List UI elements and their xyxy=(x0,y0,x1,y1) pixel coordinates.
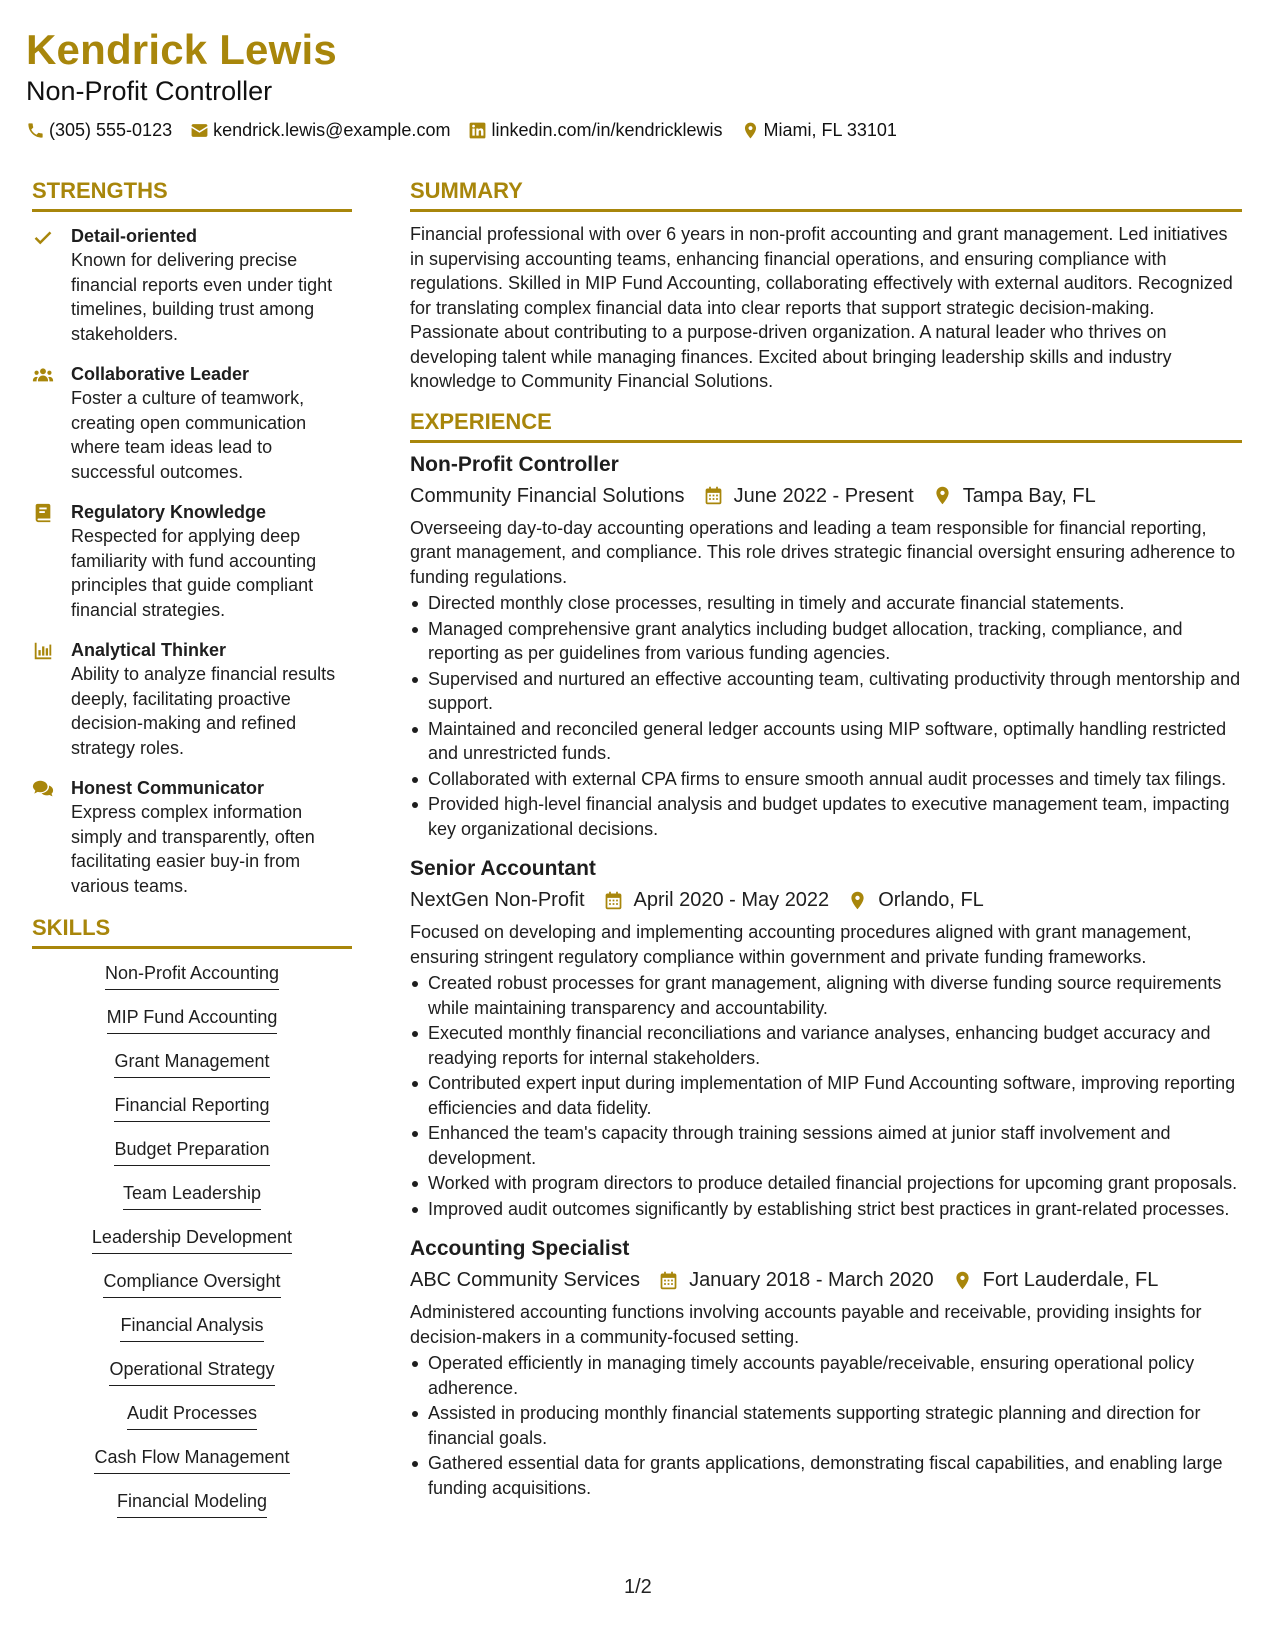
contact-bar xyxy=(26,120,1235,141)
map-marker-icon xyxy=(847,890,868,911)
skill-item: Grant Management xyxy=(114,1049,269,1078)
skill-item: Audit Processes xyxy=(127,1401,257,1430)
candidate-name: Kendrick Lewis xyxy=(26,26,337,73)
bullet-item: Improved audit outcomes significantly by establishing strict best practices in grant-related processes. xyxy=(410,1197,1242,1222)
job-entry xyxy=(410,1235,1242,1500)
summary-heading: SUMMARY xyxy=(410,177,1242,212)
skill-item: MIP Fund Accounting xyxy=(107,1005,278,1034)
envelope-icon xyxy=(190,121,209,140)
job-location: Orlando, FL xyxy=(878,889,984,911)
page-number: 1/2 xyxy=(624,1576,652,1598)
strength-title: Honest Communicator xyxy=(71,778,265,798)
skill-item: Financial Analysis xyxy=(120,1313,263,1342)
strength-title: Regulatory Knowledge xyxy=(71,502,267,522)
company-name: NextGen Non-Profit xyxy=(410,889,585,911)
job-dates: June 2022 - Present xyxy=(733,484,914,507)
job-meta xyxy=(410,1266,1242,1294)
bullet-item: Supervised and nurtured an effective accounting team, cultivating productivity through mentorship and support. xyxy=(410,667,1242,716)
company-name: Community Financial Solutions xyxy=(410,484,685,507)
bullet-item: Provided high-level financial analysis and budget updates to executive management team, impacting key organizational decisions. xyxy=(410,792,1242,841)
comments-icon xyxy=(32,778,54,800)
map-marker-icon xyxy=(932,485,953,506)
linkedin-icon xyxy=(468,121,487,140)
resume-header xyxy=(26,24,1235,141)
strength-title: Detail-oriented xyxy=(71,226,198,246)
bullet-item: Contributed expert input during implementation of MIP Fund Accounting software, improving reporting efficiencies and data fidelity. xyxy=(410,1071,1242,1120)
map-marker-icon xyxy=(741,121,760,140)
skill-item: Compliance Oversight xyxy=(103,1269,280,1298)
skill-item: Budget Preparation xyxy=(114,1137,269,1166)
skill-item: Cash Flow Management xyxy=(94,1445,289,1474)
skill-item: Operational Strategy xyxy=(109,1357,274,1386)
linkedin-text: linkedin.com/in/kendricklewis xyxy=(491,120,723,140)
candidate-role: Non-Profit Controller xyxy=(26,76,273,106)
bullet-item: Collaborated with external CPA firms to ensure smooth annual audit processes and timely tax filings. xyxy=(410,767,1242,792)
calendar-icon xyxy=(658,1270,679,1291)
contact-phone[interactable] xyxy=(26,120,172,141)
job-bullets xyxy=(410,1351,1242,1500)
job-meta xyxy=(410,886,1242,914)
calendar-icon xyxy=(703,485,724,506)
bullet-item: Enhanced the team's capacity through training sessions aimed at junior staff involvement and development. xyxy=(410,1121,1242,1170)
strength-item xyxy=(32,362,352,484)
right-column xyxy=(410,177,1242,1514)
location-text: Miami, FL 33101 xyxy=(763,120,897,140)
bullet-item: Operated efficiently in managing timely accounts payable/receivable, ensuring operational policy adherence. xyxy=(410,1351,1242,1400)
book-icon xyxy=(32,502,54,524)
company-name: ABC Community Services xyxy=(410,1269,641,1291)
strength-description: Express complex information simply and transparently, often facilitating easier buy-in from various teams. xyxy=(71,802,315,896)
skill-item: Financial Reporting xyxy=(114,1093,269,1122)
experience-heading: EXPERIENCE xyxy=(410,408,1242,443)
calendar-icon xyxy=(603,890,624,911)
bullet-item: Maintained and reconciled general ledger accounts using MIP software, optimally handling restricted and unrestricted funds. xyxy=(410,717,1242,766)
job-description: Focused on developing and implementing accounting procedures aligned with grant management, ensuring stringent regulatory compliance within government and private funding frameworks. xyxy=(410,922,1192,967)
strength-title: Analytical Thinker xyxy=(71,640,227,660)
experience-list xyxy=(410,451,1242,1501)
users-icon xyxy=(32,364,54,386)
strength-description: Ability to analyze financial results deeply, facilitating proactive decision-making and refined strategy roles. xyxy=(71,664,336,758)
bullet-item: Executed monthly financial reconciliations and variance analyses, enhancing budget accuracy and readying reports for internal stakeholders. xyxy=(410,1021,1242,1070)
bullet-item: Managed comprehensive grant analytics including budget allocation, tracking, compliance, and reporting as per guidelines from various funding agencies. xyxy=(410,617,1242,666)
strength-item xyxy=(32,224,352,346)
bullet-item: Created robust processes for grant management, aligning with diverse funding source requirements while maintaining transparency and accountability. xyxy=(410,971,1242,1020)
job-entry xyxy=(410,855,1242,1221)
summary-text: Financial professional with over 6 years in non-profit accounting and grant management. Led initiatives in supervising accounting teams, enhancing financial operations, and ensuring compliance with regulations. Skilled in MIP Fund Accounting, collaborating effectively with external auditors. Recognized for translating complex financial data into clear reports that support strategic decision-making. Passionate about contributing to a purpose-driven organization. A natural leader who thrives on developing talent while managing finances. Excited about bringing leadership skills and industry knowledge to Community Financial Solutions. xyxy=(410,224,1233,391)
skills-list xyxy=(32,961,352,1533)
skill-item: Team Leadership xyxy=(123,1181,261,1210)
bullet-item: Directed monthly close processes, resulting in timely and accurate financial statements. xyxy=(410,591,1242,616)
skill-item: Financial Modeling xyxy=(117,1489,267,1518)
phone-icon xyxy=(26,121,45,140)
job-dates: April 2020 - May 2022 xyxy=(633,889,830,911)
job-location: Fort Lauderdale, FL xyxy=(982,1269,1159,1291)
map-marker-icon xyxy=(952,1270,973,1291)
phone-text: (305) 555-0123 xyxy=(49,120,173,140)
strengths-heading: STRENGTHS xyxy=(32,177,352,212)
left-column xyxy=(32,177,352,1533)
contact-email[interactable] xyxy=(190,120,450,141)
job-location: Tampa Bay, FL xyxy=(962,484,1096,507)
job-meta xyxy=(410,482,1242,510)
job-description: Overseeing day-to-day accounting operations and leading a team responsible for financial reporting, grant management, and compliance. This role drives strategic financial oversight ensuring adherence to funding regulations. xyxy=(410,517,1236,587)
strength-description: Foster a culture of teamwork, creating open communication where team ideas lead to successful outcomes. xyxy=(71,388,307,482)
strengths-list xyxy=(32,224,352,898)
strength-item xyxy=(32,638,352,760)
strength-description: Respected for applying deep familiarity with fund accounting principles that guide compliant financial strategies. xyxy=(71,526,317,620)
job-bullets xyxy=(410,591,1242,841)
skill-item: Non-Profit Accounting xyxy=(105,961,279,990)
job-bullets xyxy=(410,971,1242,1221)
job-entry xyxy=(410,451,1242,842)
job-description: Administered accounting functions involving accounts payable and receivable, providing insights for decision-makers in a community-focused setting. xyxy=(410,1302,1202,1347)
strength-description: Known for delivering precise financial reports even under tight timelines, building trust among stakeholders. xyxy=(71,250,333,344)
strength-item xyxy=(32,500,352,622)
contact-location xyxy=(741,120,897,141)
job-title: Senior Accountant xyxy=(410,857,596,880)
skill-item: Leadership Development xyxy=(92,1225,292,1254)
bullet-item: Worked with program directors to produce detailed financial projections for upcoming grant proposals. xyxy=(410,1171,1242,1196)
strength-item xyxy=(32,776,352,898)
job-title: Accounting Specialist xyxy=(410,1237,630,1260)
strength-title: Collaborative Leader xyxy=(71,364,250,384)
bullet-item: Assisted in producing monthly financial statements supporting strategic planning and direction for financial goals. xyxy=(410,1401,1242,1450)
skills-heading: SKILLS xyxy=(32,914,352,949)
bullet-item: Gathered essential data for grants applications, demonstrating fiscal capabilities, and enabling large funding acquisitions. xyxy=(410,1451,1242,1500)
email-text: kendrick.lewis@example.com xyxy=(213,120,451,140)
chart-icon xyxy=(32,640,54,662)
job-title: Non-Profit Controller xyxy=(410,452,619,476)
contact-linkedin[interactable] xyxy=(468,120,722,141)
check-icon xyxy=(32,226,54,248)
job-dates: January 2018 - March 2020 xyxy=(689,1269,934,1291)
